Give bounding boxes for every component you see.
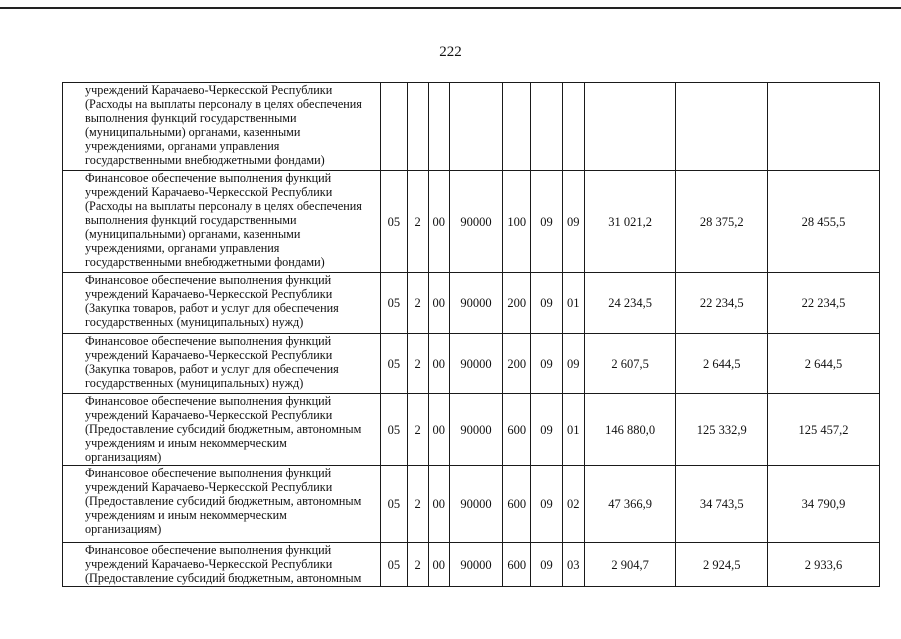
- direction-code: [449, 83, 502, 171]
- chapter-code: 09: [531, 466, 562, 543]
- top-rule: [0, 7, 901, 9]
- description-line: выполнения функций государственными: [85, 111, 297, 125]
- program-code: 2: [407, 394, 428, 466]
- amount-year-1: 146 880,0: [584, 394, 676, 466]
- row-description: [63, 466, 381, 543]
- description-line: Финансовое обеспечение выполнения функций: [85, 334, 332, 348]
- row-description: [63, 543, 381, 587]
- direction-code: 90000: [449, 334, 502, 394]
- amount-year-3: 34 790,9: [768, 466, 880, 543]
- chapter-code: 09: [531, 543, 562, 587]
- subprogram-code: 00: [428, 466, 449, 543]
- chapter-code: 09: [531, 394, 562, 466]
- budget-table: [62, 82, 880, 587]
- row-description: [63, 171, 381, 273]
- program-code: 2: [407, 466, 428, 543]
- subsection-code: 03: [562, 543, 584, 587]
- amount-year-3: 22 234,5: [768, 273, 880, 334]
- description-line: (Закупка товаров, работ и услуг для обеспечения: [85, 362, 339, 376]
- amount-year-3: 2 644,5: [768, 334, 880, 394]
- description-line: государственными внебюджетными фондами): [85, 255, 325, 269]
- subprogram-code: 00: [428, 334, 449, 394]
- direction-code: 90000: [449, 394, 502, 466]
- expense-type-code: 200: [503, 334, 531, 394]
- amount-year-2: 2 644,5: [676, 334, 768, 394]
- subsection-code: 09: [562, 334, 584, 394]
- amount-year-3: 28 455,5: [768, 171, 880, 273]
- section-code: [381, 83, 407, 171]
- amount-year-3: [768, 83, 880, 171]
- expense-type-code: 600: [503, 543, 531, 587]
- section-code: 05: [381, 543, 407, 587]
- description-line: учреждений Карачаево-Черкесской Республики: [85, 480, 333, 494]
- amount-year-3: 2 933,6: [768, 543, 880, 587]
- description-line: Финансовое обеспечение выполнения функций: [85, 171, 332, 185]
- description-line: Финансовое обеспечение выполнения функций: [85, 466, 332, 480]
- row-description: [63, 334, 381, 394]
- description-line: (Предоставление субсидий бюджетным, автономным: [85, 571, 362, 585]
- description-line: выполнения функций государственными: [85, 213, 297, 227]
- description-line: (Расходы на выплаты персоналу в целях обеспечения: [85, 97, 362, 111]
- row-description: [63, 273, 381, 334]
- program-code: 2: [407, 171, 428, 273]
- description-line: учреждений Карачаево-Черкесской Республики: [85, 287, 333, 301]
- direction-code: 90000: [449, 273, 502, 334]
- description-line: (Закупка товаров, работ и услуг для обеспечения: [85, 301, 339, 315]
- subprogram-code: 00: [428, 273, 449, 334]
- subprogram-code: 00: [428, 543, 449, 587]
- description-line: учреждениям и иным некоммерческим: [85, 436, 287, 450]
- table-row: [63, 466, 880, 543]
- section-code: 05: [381, 466, 407, 543]
- amount-year-2: 125 332,9: [676, 394, 768, 466]
- description-line: Финансовое обеспечение выполнения функций: [85, 543, 332, 557]
- page-number: 222: [439, 44, 462, 60]
- amount-year-1: 24 234,5: [584, 273, 676, 334]
- subsection-code: 09: [562, 171, 584, 273]
- description-line: учреждений Карачаево-Черкесской Республики: [85, 83, 333, 97]
- description-line: учреждений Карачаево-Черкесской Республики: [85, 348, 333, 362]
- amount-year-3: 125 457,2: [768, 394, 880, 466]
- subprogram-code: 00: [428, 394, 449, 466]
- description-line: учреждениями, органами управления: [85, 241, 280, 255]
- subsection-code: 01: [562, 394, 584, 466]
- description-line: Финансовое обеспечение выполнения функций: [85, 273, 332, 287]
- section-code: 05: [381, 171, 407, 273]
- subsection-code: 01: [562, 273, 584, 334]
- section-code: 05: [381, 334, 407, 394]
- chapter-code: [531, 83, 562, 171]
- description-line: Финансовое обеспечение выполнения функций: [85, 394, 332, 408]
- subprogram-code: 00: [428, 171, 449, 273]
- expense-type-code: 100: [503, 171, 531, 273]
- description-line: организациям): [85, 450, 162, 464]
- direction-code: 90000: [449, 466, 502, 543]
- section-code: 05: [381, 273, 407, 334]
- table-row: [63, 273, 880, 334]
- subprogram-code: [428, 83, 449, 171]
- table-body: [63, 83, 880, 587]
- program-code: 2: [407, 334, 428, 394]
- amount-year-2: [676, 83, 768, 171]
- amount-year-2: 2 924,5: [676, 543, 768, 587]
- table-row: [63, 334, 880, 394]
- row-description: [63, 394, 381, 466]
- expense-type-code: [503, 83, 531, 171]
- description-line: учреждениям и иным некоммерческим: [85, 508, 287, 522]
- description-line: (Предоставление субсидий бюджетным, автономным: [85, 422, 362, 436]
- direction-code: 90000: [449, 171, 502, 273]
- subsection-code: [562, 83, 584, 171]
- amount-year-2: 28 375,2: [676, 171, 768, 273]
- amount-year-1: [584, 83, 676, 171]
- section-code: 05: [381, 394, 407, 466]
- row-description: [63, 83, 381, 171]
- description-line: (муниципальными) органами, казенными: [85, 125, 301, 139]
- direction-code: 90000: [449, 543, 502, 587]
- amount-year-1: 2 607,5: [584, 334, 676, 394]
- description-line: организациям): [85, 522, 162, 536]
- description-line: учреждений Карачаево-Черкесской Республики: [85, 557, 333, 571]
- expense-type-code: 200: [503, 273, 531, 334]
- description-line: (Предоставление субсидий бюджетным, автономным: [85, 494, 362, 508]
- program-code: 2: [407, 543, 428, 587]
- description-line: государственными внебюджетными фондами): [85, 153, 325, 167]
- amount-year-2: 22 234,5: [676, 273, 768, 334]
- chapter-code: 09: [531, 171, 562, 273]
- description-line: государственных (муниципальных) нужд): [85, 315, 304, 329]
- expense-type-code: 600: [503, 466, 531, 543]
- program-code: 2: [407, 273, 428, 334]
- chapter-code: 09: [531, 273, 562, 334]
- amount-year-2: 34 743,5: [676, 466, 768, 543]
- table-row: [63, 394, 880, 466]
- expense-type-code: 600: [503, 394, 531, 466]
- description-line: учреждений Карачаево-Черкесской Республики: [85, 185, 333, 199]
- amount-year-1: 31 021,2: [584, 171, 676, 273]
- description-line: государственных (муниципальных) нужд): [85, 376, 304, 390]
- description-line: учреждений Карачаево-Черкесской Республики: [85, 408, 333, 422]
- description-line: учреждениями, органами управления: [85, 139, 280, 153]
- amount-year-1: 2 904,7: [584, 543, 676, 587]
- subsection-code: 02: [562, 466, 584, 543]
- table-row: [63, 543, 880, 587]
- amount-year-1: 47 366,9: [584, 466, 676, 543]
- table-row: [63, 83, 880, 171]
- table-row: [63, 171, 880, 273]
- chapter-code: 09: [531, 334, 562, 394]
- program-code: [407, 83, 428, 171]
- description-line: (Расходы на выплаты персоналу в целях обеспечения: [85, 199, 362, 213]
- description-line: (муниципальными) органами, казенными: [85, 227, 301, 241]
